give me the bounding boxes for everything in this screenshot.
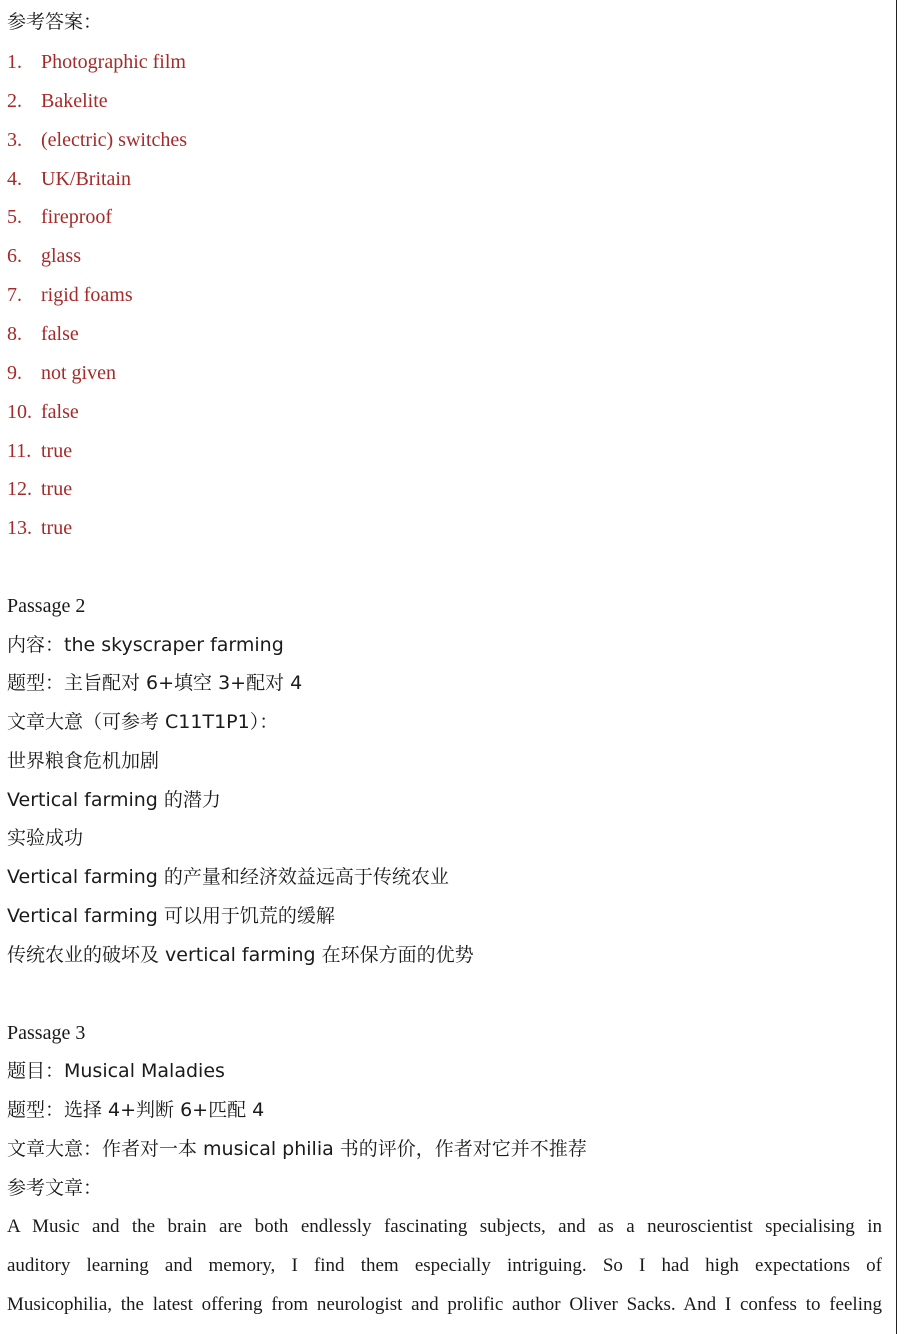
answer-text: false	[41, 323, 79, 345]
answer-text: Photographic film	[41, 51, 186, 73]
answer-number: 7.	[7, 284, 22, 306]
answer-text: fireproof	[41, 206, 113, 228]
answer-number: 3.	[7, 129, 22, 151]
passage2-point: 实验成功	[7, 827, 84, 849]
passage2-title: Passage 2	[7, 595, 86, 617]
reference-paragraph-line: auditory learning and memory, I find them especially intriguing. So I had high expectations of	[7, 1255, 882, 1276]
answer-text: not given	[41, 362, 116, 384]
reference-paragraph-line: A Music and the brain are both endlessly fascinating subjects, and as a neuroscientist specialising in	[7, 1216, 882, 1237]
answer-number: 4.	[7, 168, 22, 190]
answer-item	[7, 127, 187, 153]
answer-number: 2.	[7, 90, 22, 112]
answer-text: rigid foams	[41, 284, 133, 306]
passage2-point: 传统农业的破坏及 vertical farming 在环保方面的优势	[7, 944, 474, 966]
answer-item	[7, 166, 131, 192]
answers-heading: 参考答案：	[7, 11, 103, 33]
passage3-types: 题型：选择 4+判断 6+匹配 4	[7, 1099, 265, 1121]
answer-text: true	[41, 440, 73, 462]
passage2-summary-heading: 文章大意（可参考 C11T1P1）：	[7, 711, 279, 733]
answer-item	[7, 438, 72, 464]
answer-text: true	[41, 478, 73, 500]
answer-item	[7, 360, 116, 386]
passage3-reference-heading: 参考文章：	[7, 1177, 103, 1199]
answer-text: true	[41, 517, 73, 539]
answer-item	[7, 49, 186, 75]
passage2-point: Vertical farming 的潜力	[7, 789, 221, 811]
passage3-summary: 文章大意：作者对一本 musical philia 书的评价，作者对它并不推荐	[7, 1138, 587, 1160]
answer-number: 12.	[7, 478, 32, 500]
reference-paragraph-line: Musicophilia, the latest offering from neurologist and prolific author Oliver Sacks. And I confess to feeling	[7, 1294, 882, 1315]
answer-number: 8.	[7, 323, 22, 345]
answer-text: false	[41, 401, 79, 423]
answer-item	[7, 515, 72, 541]
passage2-types: 题型：主旨配对 6+填空 3+配对 4	[7, 672, 303, 694]
answer-item	[7, 321, 79, 347]
answer-text: Bakelite	[41, 90, 108, 112]
passage2-point: Vertical farming 可以用于饥荒的缓解	[7, 905, 335, 927]
answer-text: UK/Britain	[41, 168, 131, 190]
passage3-title: Passage 3	[7, 1022, 86, 1044]
passage3-topic: 题目：Musical Maladies	[7, 1060, 225, 1082]
answer-number: 6.	[7, 245, 22, 267]
answer-item	[7, 88, 108, 114]
answer-number: 10.	[7, 401, 32, 423]
passage2-content: 内容：the skyscraper farming	[7, 634, 284, 656]
passage2-point: 世界粮食危机加剧	[7, 750, 160, 772]
answer-item	[7, 204, 112, 230]
answer-item	[7, 399, 79, 425]
answer-text: (electric) switches	[41, 129, 188, 151]
answer-item	[7, 282, 133, 308]
answer-item	[7, 243, 81, 269]
answer-number: 1.	[7, 51, 22, 73]
answer-number: 11.	[7, 440, 32, 462]
answer-item	[7, 476, 72, 502]
passage2-point: Vertical farming 的产量和经济效益远高于传统农业	[7, 866, 449, 888]
answer-number: 5.	[7, 206, 22, 228]
answer-number: 9.	[7, 362, 22, 384]
answer-text: glass	[41, 245, 81, 267]
answer-number: 13.	[7, 517, 32, 539]
